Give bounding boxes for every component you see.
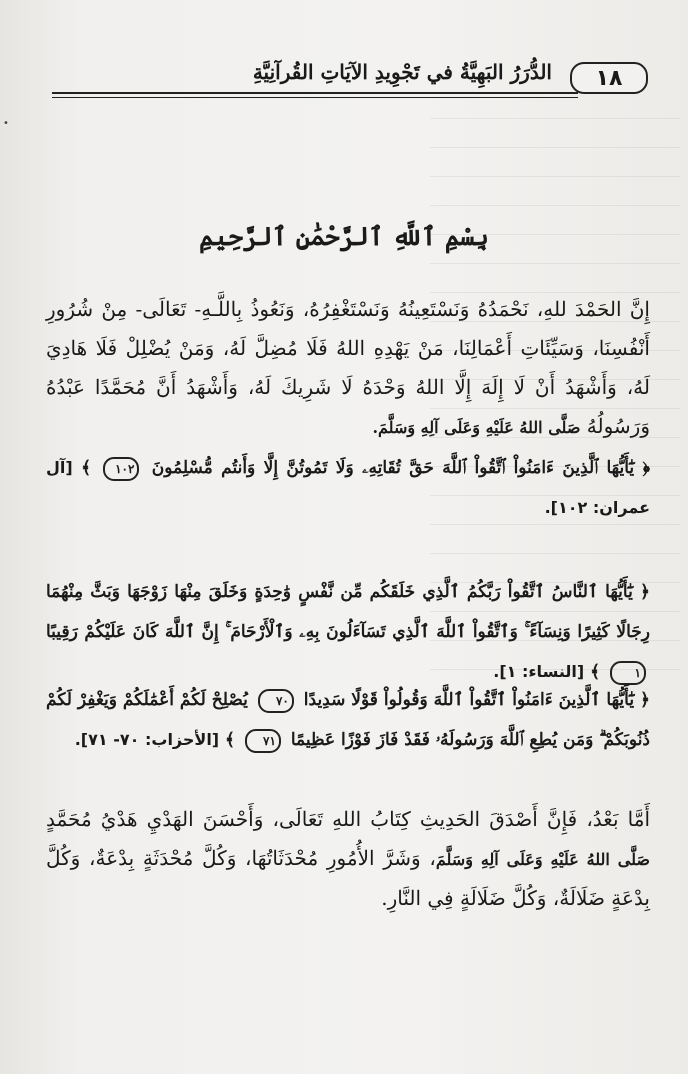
verse-text: يَٰٓأَيُّهَا ٱلنَّاسُ ٱتَّقُواْ رَبَّكُمُ ٱلَّذِي خَلَقَكُم مِّن نَّفْسٍ وَٰحِدَةٍ وَخَلَقَ مِنْهَا زَوْجَهَا وَبَثَّ مِنْهُمَا رِجَالًا كَثِيرًا وَنِسَآءً ۚ وَٱتَّقُواْ ٱللَّهَ ٱلَّذِي تَسَآءَلُونَ بِهِۦ وَٱلْأَرْحَامَ ۚ إِنَّ ٱللَّهَ كَانَ عَلَيْكُمْ رَقِيبًا (46, 582, 650, 642)
closing-paragraph (46, 800, 650, 918)
verse-open-bracket: ﴿ (642, 458, 651, 478)
closing-paragraph-block (46, 800, 650, 918)
basmala: بِسْمِ ٱللَّهِ ٱلرَّحْمَٰنِ ٱلرَّحِيمِ (199, 222, 489, 251)
running-header (52, 58, 648, 98)
verse-close-bracket: ﴾ (225, 730, 236, 750)
verse-text: يَٰٓأَيُّهَا ٱلَّذِينَ ءَامَنُواْ ٱتَّقُواْ ٱللَّهَ وَقُولُواْ قَوْلًا سَدِيدًا (303, 690, 635, 710)
verse-text: يَٰٓأَيُّهَا ٱلَّذِينَ ءَامَنُواْ ٱتَّقُواْ ٱللَّهَ حَقَّ تُقَاتِهِۦ وَلَا تَمُوتُنَّ إِلَّا وَأَنتُم مُّسْلِمُونَ (151, 458, 635, 478)
aya-number-marker: ٧٠ (258, 689, 294, 713)
page-number-frame (570, 62, 648, 94)
verse-paragraph (46, 572, 650, 692)
aya-number-marker: ١٠٢ (103, 457, 139, 481)
verse-block-1 (46, 448, 650, 528)
verse-paragraph (46, 448, 650, 528)
verse-reference: [الأحزاب: ٧٠- ٧١]. (74, 730, 220, 749)
intro-paragraph (46, 290, 650, 447)
verse-open-bracket: ﴿ (640, 582, 650, 602)
aya-number-marker: ١ (610, 661, 646, 685)
verse-reference: [النساء: ١]. (493, 662, 585, 681)
verse-paragraph (46, 680, 650, 760)
verse-block-2 (46, 572, 650, 692)
salawat-mark: صَلَّى اللهُ عَلَيْهِ وَعَلَى آلِهِ وَسَلَّمَ. (372, 418, 581, 437)
intro-text: إِنَّ الحَمْدَ للهِ، نَحْمَدُهُ وَنَسْتَعِينُهُ وَنَسْتَغْفِرُهُ، وَنَعُوذُ بِاللَّـهِ- تَعَالَى- مِنْ شُرُورِ أَنْفُسِنَا، وَسَيِّئَاتِ أَعْمَالِنَا، مَنْ يَهْدِهِ اللهُ فَلَا مُضِلَّ لَهُ، وَمَنْ يُضْلِلْ فَلَا هَادِيَ لَهُ، وَأَشْهَدُ أَنْ لَا إِلَهَ إِلَّا اللهُ وَحْدَهُ لَا شَرِيكَ لَهُ، وَأَشْهَدُ أَنَّ مُحَمَّدًا عَبْدُهُ وَرَسُولُهُ (46, 297, 650, 438)
header-rule-thin (52, 97, 578, 98)
verse-reference: [آل عمران: ١٠٢]. (46, 458, 650, 517)
salawat-mark: صَلَّى اللهُ عَلَيْهِ وَعَلَى آلِهِ وَسَلَّمَ (435, 850, 650, 869)
margin-dot: • (3, 118, 9, 129)
verse-close-bracket: ﴾ (81, 458, 92, 478)
page-number: ١٨ (595, 65, 623, 91)
verse-text-continued: يُصْلِحْ لَكُمْ أَعْمَٰلَكُمْ وَيَغْفِرْ لَكُمْ ذُنُوبَكُمْ ۗ وَمَن يُطِعِ ٱللَّهَ وَرَسُولَهُۥ فَقَدْ فَازَ فَوْزًا عَظِيمًا (46, 690, 650, 750)
book-title: الدُّرَرُ البَهِيَّةُ في تَجْوِيدِ الآيَاتِ القُرآنِيَّةِ (252, 60, 552, 84)
verse-block-3 (46, 680, 650, 760)
verse-open-bracket: ﴿ (640, 690, 650, 710)
intro-paragraph-block (46, 290, 650, 447)
closing-text-part1: أَمَّا بَعْدُ، فَإِنَّ أَصْدَقَ الحَدِيثِ كِتَابُ اللهِ تَعَالَى، وَأَحْسَنَ الهَدْيِ هَدْيُ مُحَمَّدٍ (46, 807, 650, 831)
verse-close-bracket: ﴾ (590, 662, 601, 682)
aya-number-marker: ٧١ (245, 729, 281, 753)
header-rule (52, 92, 578, 94)
closing-text-part2: ، وَشَرَّ الأُمُورِ مُحْدَثَاتُهَا، وَكُلَّ مُحْدَثَةٍ بِدْعَةٌ، وَكُلَّ بِدْعَةٍ ضَلَالَةٌ، وَكُلَّ ضَلَالَةٍ فِي النَّارِ. (46, 846, 650, 910)
